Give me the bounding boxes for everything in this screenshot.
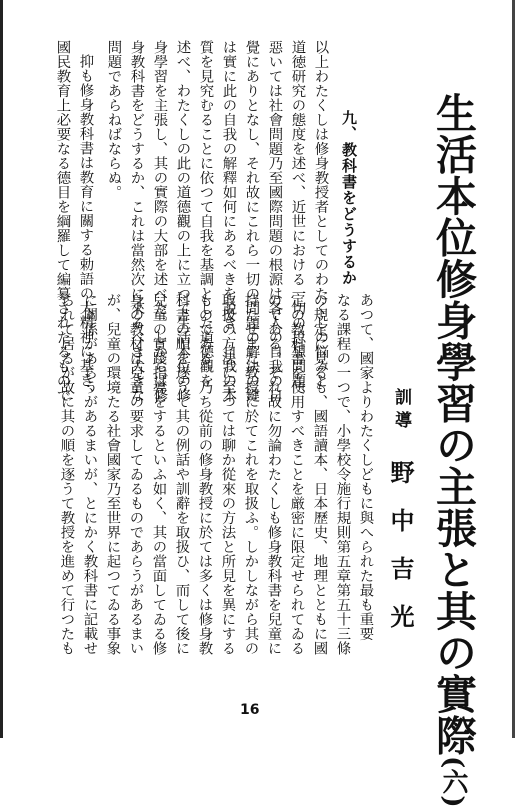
upper-body-line: 身學習を主張し、其の實際の大部を述べた。しからば修 [151,40,168,403]
upper-body-line: 述べ、わたくしの此の道德觀の上に立つて生活本位の修 [174,40,191,403]
upper-body-line: 以上わたくしは修身教授者としてのわたくしの悩みと [312,40,329,388]
upper-body-line: は實に此の自我の解釋如何にあるべきを説き、自我の本 [220,40,237,403]
article-title [429,92,477,808]
lower-body-line: 定の教科書を使用すべきことを厳密に限定せられてゐる [288,293,305,656]
article-volume: (六) [438,756,468,808]
lower-body-line: 取扱の方法に至つては聊か從來の方法と所見を異にする [219,293,236,656]
upper-body-line: 道徳研究の態度を述べ、近世における一切の思想問題、 [289,40,306,403]
author-name: 野中吉光 [386,460,415,652]
lower-body-line: 科書の順を逐うて其の例話や訓辭を取扱ひ、而して後に [173,293,190,656]
lower-body-line: 身の教材は兒童の要求してゐるものであらうがあるまい [127,293,144,656]
lower-body-line: 持たせまた教授に於てこれを取扱ふ。しかしながら其の [242,293,259,656]
lower-body-line: 兒童の實踐指導をするといふ如く、其の當面してゐる修 [150,293,167,656]
lower-body-line: あつて、國家よりわたくしどもに與へられた最も重要 [357,293,374,641]
article-title-text: 生活本位修身學習の主張と其の實際 [429,92,477,756]
lower-body-line: のである。それ故に勿論わたくしも修身教科書を兒童に [265,293,282,656]
lower-body-line: ものである。乃ち從前の修身教授に於ては多くは修身教 [196,293,213,656]
upper-body-line: 問題であらねばならぬ。 [105,40,122,200]
upper-body-line: 國民教育上必要なる德目を綱羅して編纂されたるもので [54,40,71,403]
lower-body-line: が、兒童の環境たる社會國家乃至世界に起つてゐる事象 [104,293,121,656]
lower-body-line: の規定に見るも、國語讀本、日本歷史、地理とともに國 [311,293,328,656]
upper-body-line: 覺にありとなし、それ故にこれら一切の問題の解決の鍵 [243,40,260,403]
lower-body-line: なる課程の一つで、小學校令施行規則第五章第五十三條 [334,293,351,656]
section-heading: 九、教科書をどうするか [340,110,358,286]
upper-body-line: 惡いては社會問題乃至國際問題の根源は各人の自我の自 [266,40,283,403]
upper-body-line: 抑も修身教科書は教育に關する勅語の大精神に基き、 [77,54,94,402]
upper-body-line: 身教科書をどうするか、これは當然次に來るべき大きな [128,40,145,403]
page-number: 16 [240,702,260,718]
lower-body-line: に關係があらうがあるまいが、とにかく教科書に記載せ [81,293,98,656]
lower-body-line: られて居るが故に其の順を逐うて教授を進めて行つたも [58,293,75,656]
scan-edge-left [0,0,3,738]
upper-body-line: 質を見究むることに依つて自我を基調とした道德觀を [197,40,214,388]
author-role: 訓導 [391,388,411,434]
